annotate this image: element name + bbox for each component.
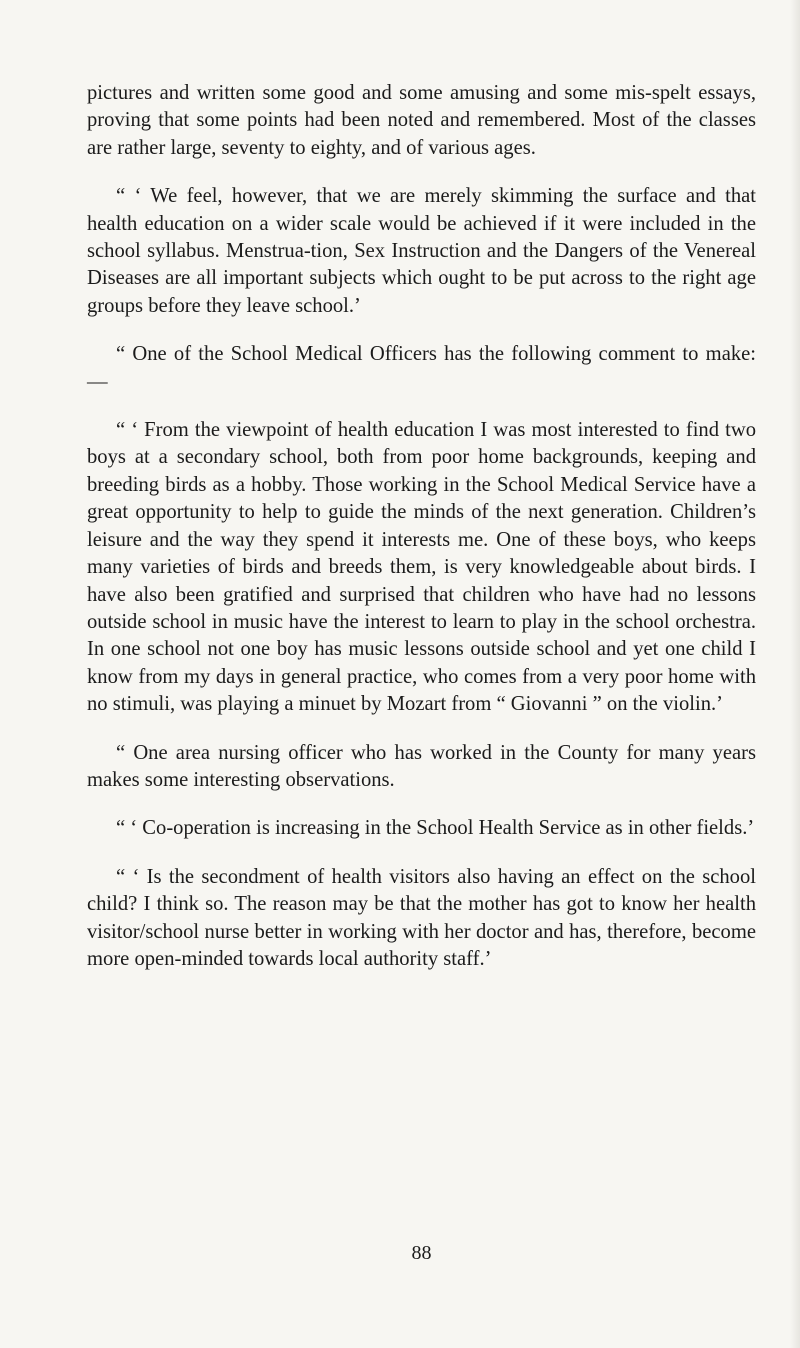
paragraph-5: “ One area nursing officer who has worked in the County for many years makes some interesting observations. xyxy=(87,741,756,791)
paragraph-2: “ ‘ We feel, however, that we are merely skimming the surface and that health education on a wider scale would be achieved if it were included in the school syllabus. Menstrua-tion, Sex Instruction and the Dangers of the Venereal Diseases are all important subjects which ought to be put across to the right age groups before they leave school.’ xyxy=(87,185,756,317)
page-edge-shadow xyxy=(790,0,800,1348)
paragraph-1: pictures and written some good and some amusing and some mis-spelt essays, proving that some points had been noted and remembered. Most of the classes are rather large, seventy to eighty, and of various ages. xyxy=(87,82,756,159)
page-number: 88 xyxy=(411,1242,432,1264)
paragraph-7: “ ‘ Is the secondment of health visitors also having an effect on the school child? I think so. The reason may be that the mother has got to know her health visitor/school nurse better in working with her doctor and has, therefore, become more open-minded towards local authority staff.’ xyxy=(87,865,756,970)
paragraph-3: “ One of the School Medical Officers has the following comment to make: — xyxy=(87,343,756,393)
paragraph-4: “ ‘ From the viewpoint of health education I was most interested to find two boys at a secondary school, both from poor home backgrounds, keeping and breeding birds as a hobby. Those working in the School Medical Service have a great opportunity to help to guide the minds of the next generation. Children’s leisure and the way they spend it interests me. One of these boys, who keeps many varieties of birds and breeds them, is very knowledgeable about birds. I have also been gratified and surprised that children who have had no lessons outside school in music have the interest to learn to play in the school orchestra. In one school not one boy has music lessons outside school and yet one child I know from my days in general practice, who comes from a very poor home with no stimuli, was playing a minuet by Mozart from “ Giovanni ” on the violin.’ xyxy=(87,419,756,716)
paragraph-6: “ ‘ Co-operation is increasing in the School Health Service as in other fields.’ xyxy=(116,817,755,840)
